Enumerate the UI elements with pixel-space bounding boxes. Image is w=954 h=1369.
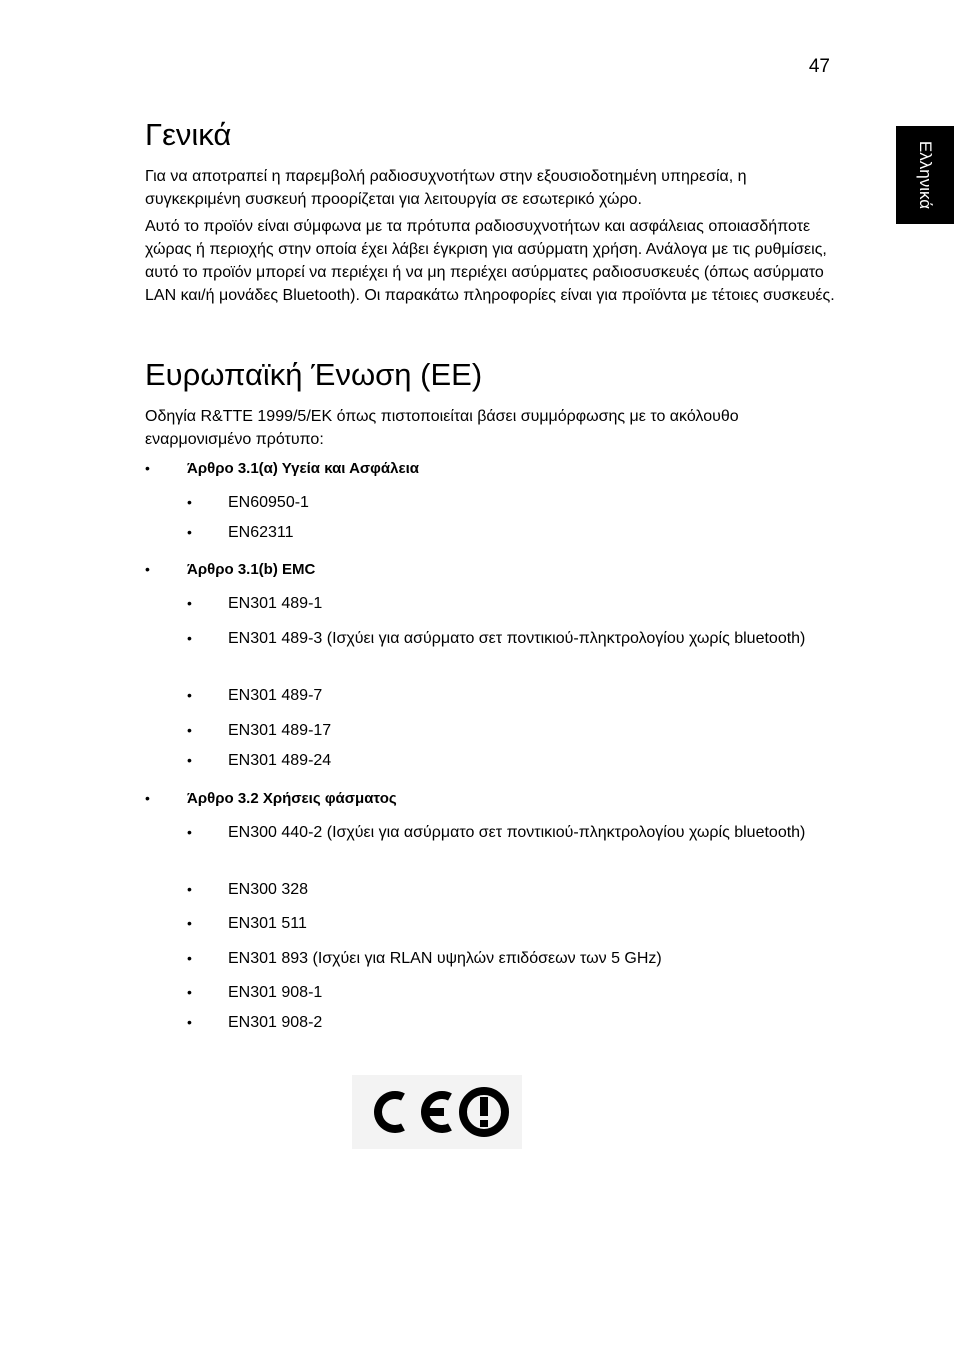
bullet-icon: • bbox=[187, 595, 192, 611]
bullet-icon: • bbox=[187, 524, 192, 540]
bullet-icon: • bbox=[145, 460, 150, 476]
bullet-icon: • bbox=[187, 630, 192, 646]
standard-label: EN301 489-17 bbox=[228, 722, 332, 739]
general-paragraph-2: Αυτό το προϊόν είναι σύμφωνα με τα πρότυπα ραδιοσυχνοτήτων και ασφάλειας οποιασδήποτε χώρας ή περιοχής στην οποία έχει λάβει έγκριση για ασύρματη χρήση. Ανάλογα με τις ρυθμίσεις, αυτό το προϊόν μπορεί να περιέχει ή να μη περιέχει ασύρματες ραδιοσυσκευές (όπως ασύρματο LAN και/ή μονάδες Bluetooth). Οι παρακάτω πληροφορίες είναι για προϊόντα με τέτοιες συσκευές. bbox=[145, 218, 835, 304]
bullet-icon: • bbox=[187, 752, 192, 768]
general-paragraph-1: Για να αποτραπεί η παρεμβολή ραδιοσυχνοτήτων στην εξουσιοδοτημένη υπηρεσία, η συγκεκριμένη συσκευή προορίζεται για λειτουργία σε εσωτερικό χώρο. bbox=[145, 168, 747, 208]
bullet-icon: • bbox=[145, 561, 150, 577]
eu-intro-paragraph: Οδηγία R&TTE 1999/5/ΕΚ όπως πιστοποιείται βάσει συμμόρφωσης με το ακόλουθο εναρμονισμένο πρότυπο: bbox=[145, 408, 739, 448]
alert-exclamation-bar bbox=[480, 1097, 488, 1116]
standard-label: EN301 489-3 (Ισχύει για ασύρματο σετ ποντικιού-πληκτρολογίου χωρίς bluetooth) bbox=[228, 630, 806, 647]
ce-letter-c bbox=[378, 1095, 403, 1129]
standard-label: EN301 489-24 bbox=[228, 752, 332, 769]
article-heading: Άρθρο 3.1(α) Υγεία και Ασφάλεια bbox=[187, 460, 419, 477]
standard-label: EN301 893 (Ισχύει για RLAN υψηλών επιδόσεων των 5 GHz) bbox=[228, 950, 662, 967]
standard-label: EN60950-1 bbox=[228, 494, 309, 511]
standard-label: EN301 489-7 bbox=[228, 687, 323, 704]
bullet-icon: • bbox=[187, 494, 192, 510]
bullet-icon: • bbox=[187, 950, 192, 966]
alert-exclamation-dot bbox=[480, 1120, 488, 1127]
ce-alert-mark-icon bbox=[352, 1075, 522, 1149]
language-side-tab bbox=[896, 126, 954, 224]
standard-label: EN301 908-2 bbox=[228, 1014, 323, 1031]
bullet-icon: • bbox=[187, 1014, 192, 1030]
language-side-tab-label: Ελληνικά bbox=[916, 140, 935, 210]
page-number: 47 bbox=[808, 56, 830, 77]
bullet-icon: • bbox=[187, 824, 192, 840]
section-title-eu: Ευρωπαϊκή Ένωση (ΕΕ) bbox=[145, 357, 483, 392]
bullet-icon: • bbox=[187, 915, 192, 931]
bullet-icon: • bbox=[187, 984, 192, 1000]
section-title-general: Γενικά bbox=[145, 117, 232, 152]
standard-label: EN300 440-2 (Ισχύει για ασύρματο σετ ποντικιού-πληκτρολογίου χωρίς bluetooth) bbox=[228, 824, 806, 841]
ce-alert-mark-svg bbox=[352, 1075, 522, 1149]
bullet-icon: • bbox=[187, 881, 192, 897]
standard-label: EN301 511 bbox=[228, 915, 307, 932]
bullet-icon: • bbox=[187, 687, 192, 703]
bullet-icon: • bbox=[187, 722, 192, 738]
bullet-icon: • bbox=[145, 790, 150, 806]
standard-label: EN62311 bbox=[228, 524, 294, 541]
standard-label: EN301 489-1 bbox=[228, 595, 323, 612]
article-heading: Άρθρο 3.2 Χρήσεις φάσματος bbox=[187, 790, 397, 807]
article-heading: Άρθρο 3.1(b) EMC bbox=[187, 561, 316, 578]
standard-label: EN300 328 bbox=[228, 881, 309, 898]
standard-label: EN301 908-1 bbox=[228, 984, 323, 1001]
